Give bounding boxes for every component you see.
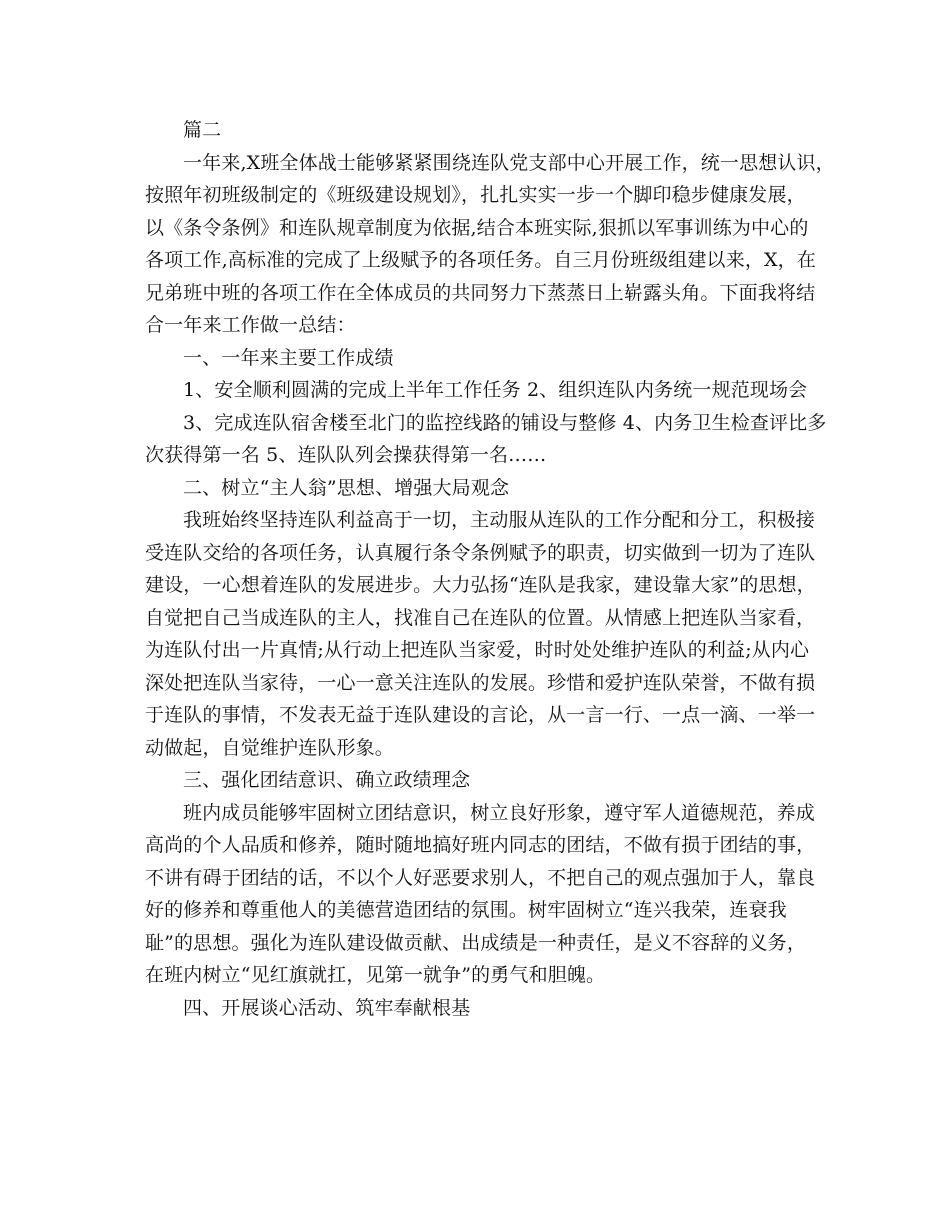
paragraph-line: 不讲有碍于团结的话，不以个人好恶要求别人，不把自己的观点强加于人，靠良 [145, 866, 816, 889]
heading-ownership: 二、树立“主人翁”思想、增强大局观念 [183, 476, 510, 499]
list-line: 1、安全顺利圆满的完成上半年工作任务 2、组织连队内务统一规范现场会 [183, 379, 808, 401]
heading-talks: 四、开展谈心活动、筑牢奉献根基 [183, 996, 471, 1019]
paragraph-line: 我班始终坚持连队利益高于一切，主动服从连队的工作分配和分工，积极接 [183, 509, 815, 531]
paragraph-line: 耻”的思想。强化为连队建设做贡献、出成绩是一种责任，是义不容辞的义务， [145, 931, 806, 954]
document-body [145, 114, 835, 1024]
paragraph-line: 以《条令条例》和连队规章制度为依据,结合本班实际,狠抓以军事训练为中心的 [145, 216, 809, 239]
paragraph-line: 建设，一心想着连队的发展进步。大力弘扬“连队是我家，建设靠大家”的思想， [145, 574, 816, 596]
paragraph-line: 受连队交给的各项任务，认真履行条令条例赋予的职责，切实做到一切为了连队 [145, 541, 816, 564]
heading-achievements: 一、一年来主要工作成绩 [183, 346, 394, 369]
paragraph-line: 按照年初班级制定的《班级建设规划》，扎扎实实一步一个脚印稳步健康发展， [145, 184, 806, 206]
paragraph-line: 高尚的个人品质和修养，随时随地搞好班内同志的团结，不做有损于团结的事， [145, 834, 816, 856]
paragraph-line: 自觉把自己当成连队的主人，找准自己在连队的位置。从情感上把连队当家看， [145, 606, 816, 629]
paragraph-line: 为连队付出一片真情;从行动上把连队当家爱，时时处处维护连队的利益;从内心 [145, 639, 810, 661]
heading-unity: 三、强化团结意识、确立政绩理念 [183, 769, 471, 791]
paragraph-line: 兄弟班中班的各项工作在全体成员的共同努力下蒸蒸日上崭露头角。下面我将结 [145, 281, 816, 304]
paragraph-line: 动做起，自觉维护连队形象。 [145, 736, 394, 759]
section-title-part-two: 篇二 [183, 119, 222, 141]
paragraph-line: 各项工作,高标准的完成了上级赋予的各项任务。自三月份班级组建以来，X，在 [145, 249, 816, 271]
list-line: 3、完成连队宿舍楼至北门的监控线路的铺设与整修 4、内务卫生检查评比多 [183, 411, 827, 434]
paragraph-line: 在班内树立“见红旗就扛，见第一就争”的勇气和胆魄。 [145, 964, 606, 986]
paragraph-line: 深处把连队当家待，一心一意关注连队的发展。珍惜和爱护连队荣誉，不做有损 [145, 671, 816, 694]
paragraph-line: 一年来,X班全体战士能够紧紧围绕连队党支部中心开展工作，统一思想认识， [183, 151, 835, 174]
paragraph-line: 班内成员能够牢固树立团结意识，树立良好形象，遵守军人道德规范，养成 [183, 801, 815, 824]
paragraph-line: 好的修养和尊重他人的美德营造团结的氛围。树牢固树立“连兴我荣，连衰我 [145, 899, 787, 921]
list-line: 次获得第一名 5、连队队列会操获得第一名…… [145, 444, 547, 466]
paragraph-line: 于连队的事情，不发表无益于连队建设的言论，从一言一行、一点一滴、一举一 [145, 704, 816, 726]
paragraph-line: 合一年来工作做一总结： [145, 314, 356, 336]
